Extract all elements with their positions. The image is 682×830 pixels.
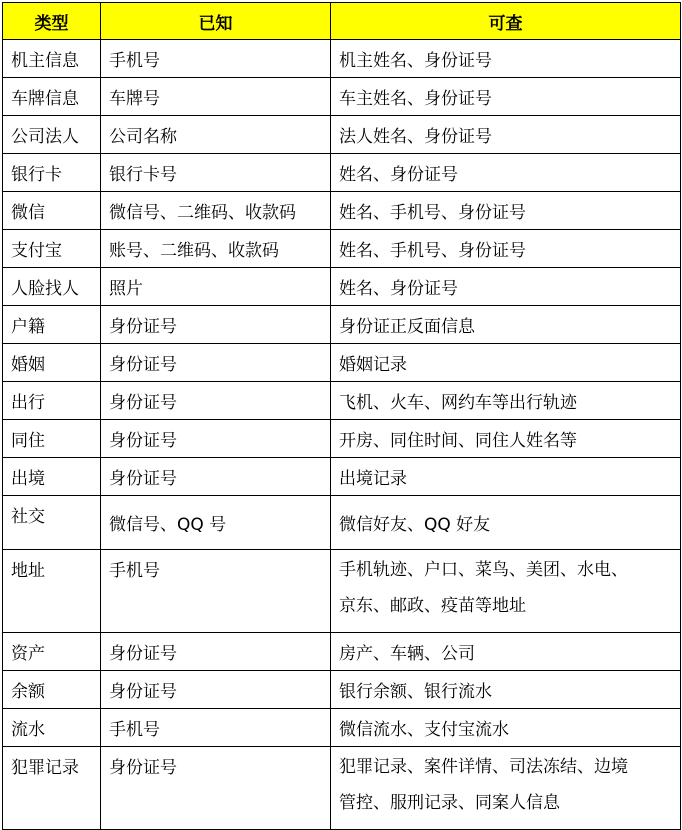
table-body <box>3 40 681 830</box>
cell-query: 房产、车辆、公司 <box>331 633 681 671</box>
cell-type: 社交 <box>3 496 101 550</box>
table-row <box>3 306 681 344</box>
cell-query: 飞机、火车、网约车等出行轨迹 <box>331 382 681 420</box>
cell-type: 资产 <box>3 633 101 671</box>
cell-type: 流水 <box>3 709 101 747</box>
cell-known: 账号、二维码、收款码 <box>101 230 331 268</box>
cell-type: 婚姻 <box>3 344 101 382</box>
cell-type: 户籍 <box>3 306 101 344</box>
cell-known: 身份证号 <box>101 458 331 496</box>
header-query: 可查 <box>331 3 681 40</box>
cell-query-lines <box>339 749 672 821</box>
cell-query: 出境记录 <box>331 458 681 496</box>
cell-known: 身份证号 <box>101 382 331 420</box>
cell-query: 姓名、身份证号 <box>331 154 681 192</box>
table-row <box>3 458 681 496</box>
cell-type: 公司法人 <box>3 116 101 154</box>
cell-query: 机主姓名、身份证号 <box>331 40 681 78</box>
cell-query-line: 手机轨迹、户口、菜鸟、美团、水电、 <box>339 560 628 580</box>
cell-known: 车牌号 <box>101 78 331 116</box>
cell-type: 机主信息 <box>3 40 101 78</box>
cell-known: 手机号 <box>101 709 331 747</box>
cell-query: 身份证正反面信息 <box>331 306 681 344</box>
cell-query: 姓名、手机号、身份证号 <box>331 192 681 230</box>
cell-known: 微信号、二维码、收款码 <box>101 192 331 230</box>
cell-known: 公司名称 <box>101 116 331 154</box>
cell-type: 微信 <box>3 192 101 230</box>
cell-type: 同住 <box>3 420 101 458</box>
header-row <box>3 3 681 40</box>
table-row <box>3 192 681 230</box>
header-type: 类型 <box>3 3 101 40</box>
cell-known: 身份证号 <box>101 747 331 830</box>
cell-known: 手机号 <box>101 550 331 633</box>
cell-query-line: 犯罪记录、案件详情、司法冻结、边境 <box>339 757 628 777</box>
table-row <box>3 78 681 116</box>
cell-known: 微信号、QQ 号 <box>101 496 331 550</box>
cell-type: 出境 <box>3 458 101 496</box>
cell-type: 犯罪记录 <box>3 747 101 830</box>
cell-query: 姓名、手机号、身份证号 <box>331 230 681 268</box>
cell-type: 地址 <box>3 550 101 633</box>
table-row <box>3 747 681 830</box>
table-row <box>3 496 681 550</box>
cell-query-lines <box>339 552 672 624</box>
table-row <box>3 633 681 671</box>
cell-known: 身份证号 <box>101 633 331 671</box>
cell-type: 银行卡 <box>3 154 101 192</box>
table-row <box>3 154 681 192</box>
table-row <box>3 550 681 633</box>
cell-type: 人脸找人 <box>3 268 101 306</box>
table-row <box>3 116 681 154</box>
info-table <box>2 2 681 830</box>
table-row <box>3 344 681 382</box>
table-row <box>3 709 681 747</box>
cell-query: 开房、同住时间、同住人姓名等 <box>331 420 681 458</box>
cell-query: 婚姻记录 <box>331 344 681 382</box>
cell-known: 身份证号 <box>101 306 331 344</box>
cell-query: 微信好友、QQ 好友 <box>331 496 681 550</box>
cell-query: 车主姓名、身份证号 <box>331 78 681 116</box>
cell-known: 照片 <box>101 268 331 306</box>
cell-type: 支付宝 <box>3 230 101 268</box>
table-row <box>3 382 681 420</box>
table-row <box>3 420 681 458</box>
cell-query: 姓名、身份证号 <box>331 268 681 306</box>
table-row <box>3 230 681 268</box>
cell-type: 出行 <box>3 382 101 420</box>
cell-query: 微信流水、支付宝流水 <box>331 709 681 747</box>
table-row <box>3 268 681 306</box>
cell-query <box>331 550 681 633</box>
cell-known: 手机号 <box>101 40 331 78</box>
header-known: 已知 <box>101 3 331 40</box>
cell-query-line: 京东、邮政、疫苗等地址 <box>339 596 526 616</box>
cell-known: 身份证号 <box>101 344 331 382</box>
cell-known: 银行卡号 <box>101 154 331 192</box>
cell-query-line: 管控、服刑记录、同案人信息 <box>339 793 560 813</box>
table-header <box>3 3 681 40</box>
cell-query <box>331 747 681 830</box>
table-row <box>3 671 681 709</box>
cell-known: 身份证号 <box>101 420 331 458</box>
cell-type: 余额 <box>3 671 101 709</box>
table-row <box>3 40 681 78</box>
cell-query: 法人姓名、身份证号 <box>331 116 681 154</box>
cell-known: 身份证号 <box>101 671 331 709</box>
cell-type: 车牌信息 <box>3 78 101 116</box>
cell-query: 银行余额、银行流水 <box>331 671 681 709</box>
